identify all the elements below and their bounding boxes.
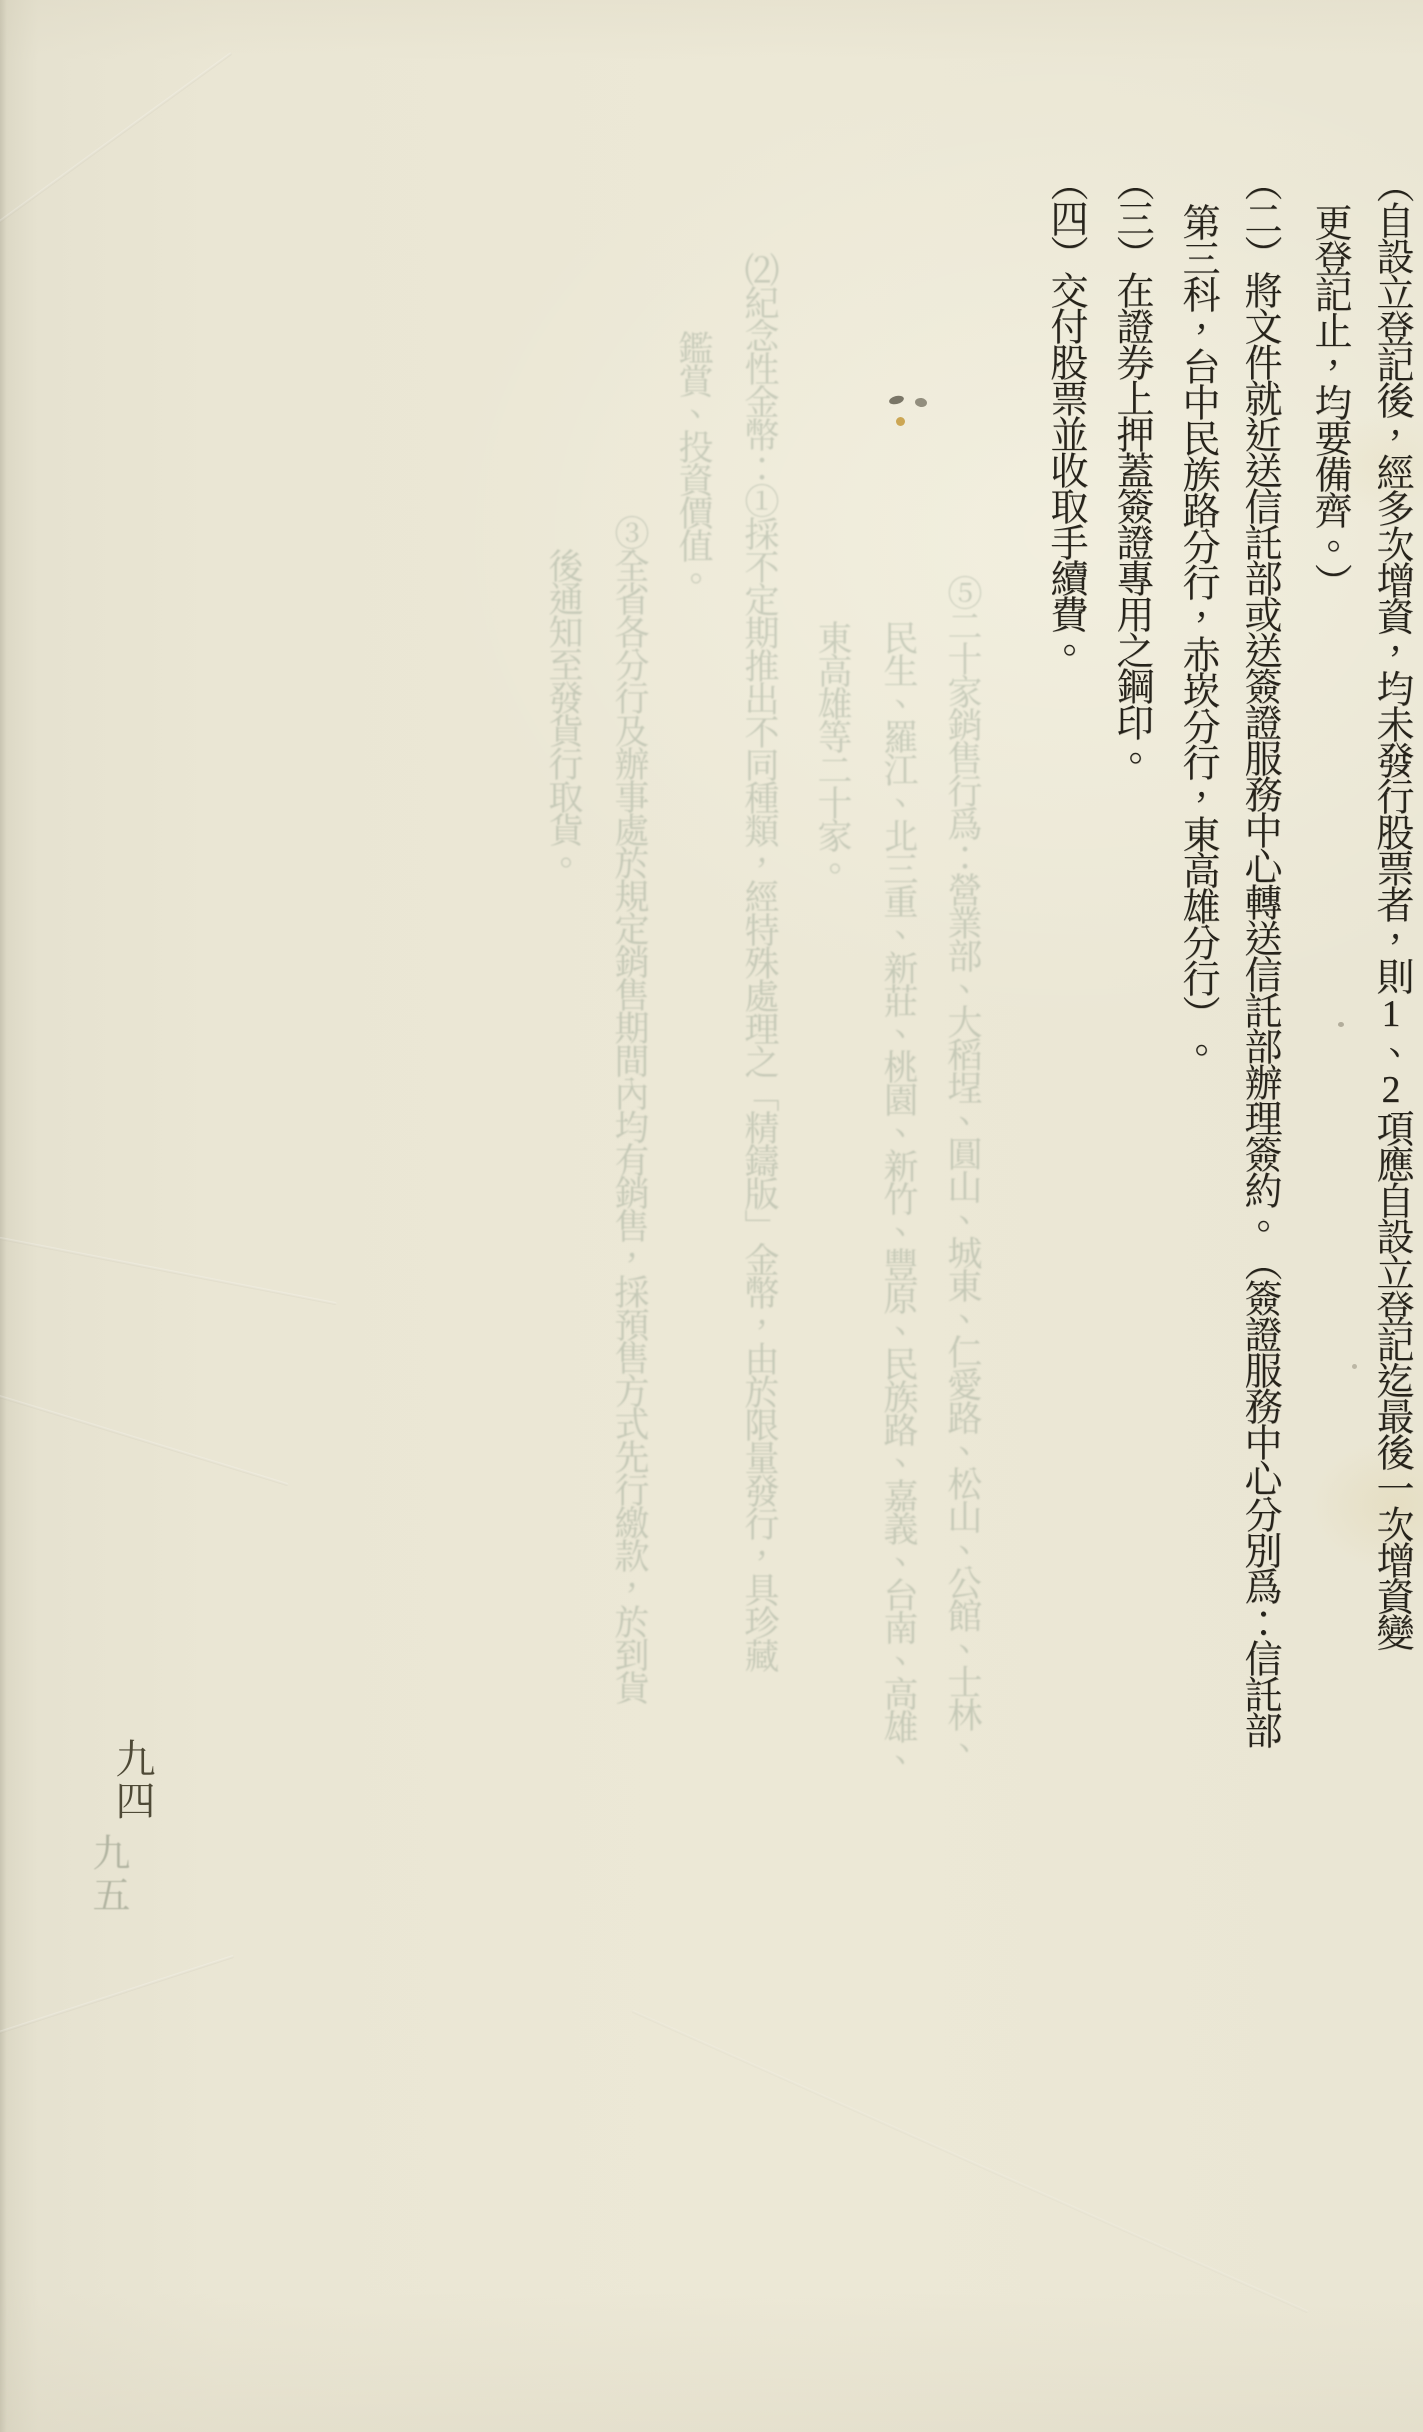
main-text-column-6: ︵四︶交付股票並收取手續費。: [1044, 163, 1086, 667]
paper-crease: [0, 52, 232, 231]
paper-crease: [0, 1393, 289, 1487]
paper-crease: [0, 1234, 337, 1306]
main-text-column-2: 更登記止，均要備齊。︶: [1308, 203, 1350, 599]
main-text-column-5: ︵三︶在證券上押蓋簽證專用之鋼印。: [1110, 163, 1152, 775]
ghost-text-column: 民生、羅江、北三重、新莊、桃園、新竹、豐原、民族路、嘉義、台南、高雄、: [879, 620, 918, 1775]
ghost-text-column: ⑵紀念性金幣：①採不定期推出不同種類，經特殊處理之「精鑄版」金幣，由於限量發行，具珍藏: [740, 252, 779, 1671]
ghost-text-column: 東高雄等二十家。: [813, 620, 852, 884]
paper-crease: [631, 2010, 1308, 2314]
main-text-column-1: ︵自設立登記後，經多次增資，均未發行股票者，則1、2項應自設立登記迄最後一次增資變: [1370, 165, 1412, 1649]
ghost-text-column: 鑑賞、投資價值。: [674, 330, 713, 594]
main-text-column-3: ︵二︶將文件就近送信託部或送簽證服務中心轉送信託部辦理簽約。︵簽證服務中心分別爲：信託部: [1238, 163, 1280, 1747]
ink-speck: [888, 394, 904, 405]
ink-speck: [1352, 1364, 1357, 1369]
ghost-text-column: ③全省各分行及辦事處於規定銷售期間內均有銷售，採預售方式先行繳款，於到貨: [610, 515, 649, 1703]
ghost-text-column: 後通知至發貨行取貨。: [544, 548, 583, 878]
paper-crease: [0, 1955, 234, 2038]
ink-speck: [896, 417, 905, 426]
ink-speck: [1338, 1022, 1344, 1027]
ink-speck: [914, 397, 927, 408]
page-number: 九四: [110, 1738, 155, 1822]
main-text-column-4: 第三科，台中民族路分行，赤崁分行，東高雄分行︶。: [1176, 203, 1218, 1067]
ghost-text-column: ⑤二十家銷售行爲：營業部、大稻埕、圓山、城東、仁愛路、松山、公館、士林、: [943, 575, 982, 1763]
ghost-page-number: 九五: [86, 1833, 128, 1917]
